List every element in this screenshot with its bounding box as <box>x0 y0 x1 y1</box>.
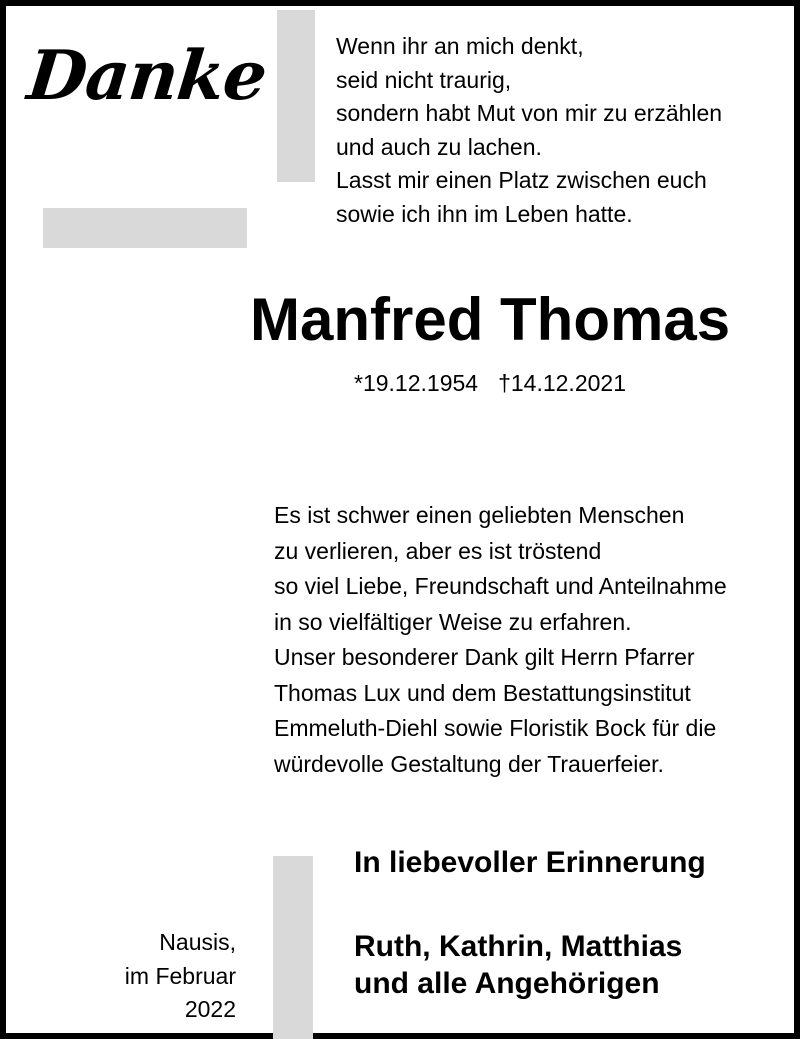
place-line: im Februar <box>124 962 236 989</box>
poem-line: Wenn ihr an mich denkt, <box>336 33 584 59</box>
family-signature <box>354 928 682 1002</box>
thanks-line: Unser besonderer Dank gilt Herrn Pfarrer <box>274 644 695 670</box>
decorative-bar-top-horizontal <box>43 208 247 248</box>
family-line: Ruth, Kathrin, Matthias <box>354 930 683 963</box>
thanks-line: würdevolle Gestaltung der Trauerfeier. <box>274 750 664 777</box>
thanks-line: Emmeluth-Diehl sowie Floristik Bock für die <box>274 715 717 741</box>
poem-line: sowie ich ihn im Leben hatte. <box>336 200 633 227</box>
thanks-line: zu verlieren, aber es ist tröstend <box>274 537 602 564</box>
memory-line: In liebevoller Erinnerung <box>354 846 706 879</box>
decorative-bar-bottom-vertical <box>273 856 313 1039</box>
poem-line: Lasst mir einen Platz zwischen euch <box>336 167 707 193</box>
poem-line: und auch zu lachen. <box>336 133 542 160</box>
thanks-line: Es ist schwer einen geliebten Menschen <box>274 502 685 528</box>
death-date: †14.12.2021 <box>498 370 626 396</box>
life-dates <box>354 370 626 397</box>
family-line: und alle Angehörigen <box>354 967 660 1000</box>
place-line: 2022 <box>184 996 236 1022</box>
place-line: Nausis, <box>159 929 236 955</box>
thanks-line: Thomas Lux und dem Bestattungsinstitut <box>274 679 691 706</box>
poem <box>336 30 722 231</box>
thanks-line: in so vielfältiger Weise zu erfahren. <box>274 608 632 635</box>
poem-line: sondern habt Mut von mir zu erzählen <box>336 100 723 126</box>
thanks-text <box>274 498 727 782</box>
decorative-bar-top-vertical <box>277 10 315 182</box>
danke-heading: Danke <box>23 36 271 116</box>
place-date <box>125 926 236 1027</box>
poem-line: seid nicht traurig, <box>336 66 512 93</box>
birth-date: *19.12.1954 <box>354 370 479 396</box>
thanks-line: so viel Liebe, Freundschaft und Anteilnahme <box>274 573 727 599</box>
deceased-name: Manfred Thomas <box>250 286 731 353</box>
